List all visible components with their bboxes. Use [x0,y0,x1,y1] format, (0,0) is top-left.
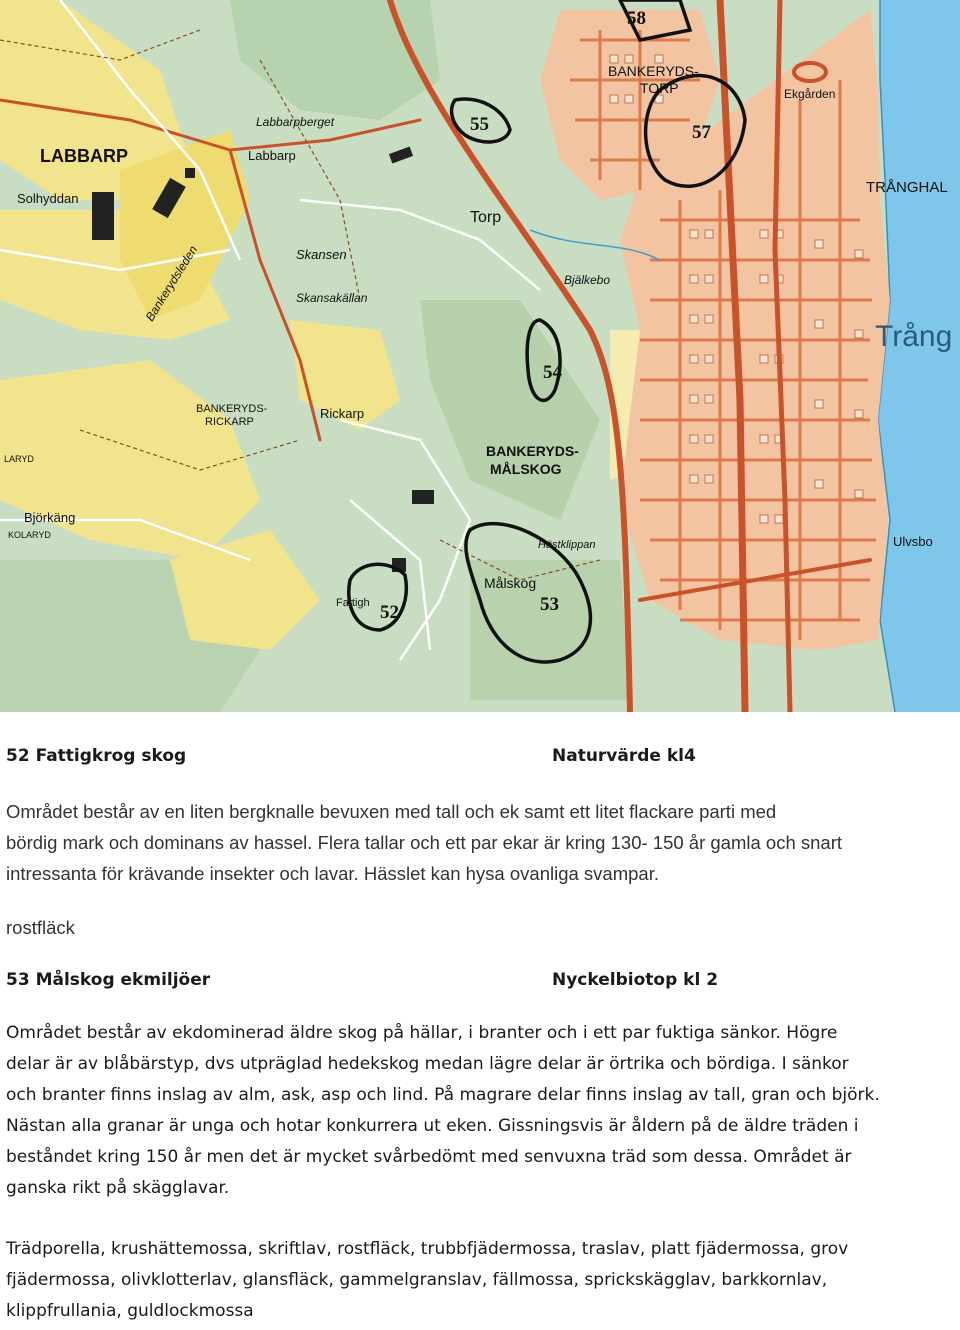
section-53-title: 53 Målskog ekmiljöer [6,970,211,990]
label-bjalkebo: Bjälkebo [564,273,611,287]
label-bankerydstorp-1: BANKERYDS- [608,63,699,79]
section-53-body-line: ganska rikt på skägglavar. [6,1178,230,1198]
label-bankeryds-rickarp-1: BANKERYDS- [196,403,268,415]
area-number-52: 52 [380,602,399,623]
section-53-body-line: Nästan alla granar är unga och hotar konkurrera ut eken. Gissningsvis är åldern på de äldre träden i [6,1116,859,1136]
label-fattigh: Fattigh [336,597,370,609]
section-53-body-line: Området består av ekdominerad äldre skog på hällar, i branter och i ett par fuktiga sänkor. Högre [6,1023,838,1043]
section-52-title: 52 Fattigkrog skog [6,746,187,766]
label-labbarp-small: Labbarp [248,148,296,163]
label-tranghal: TRÅNGHAL [866,179,948,196]
section-53-species-line: Trädporella, krushättemossa, skriftlav, rostfläck, trubbfjädermossa, traslav, platt fjädermossa, grov [6,1239,849,1259]
label-bankerydstorp-2: TORP [640,80,679,96]
area-number-54: 54 [543,362,562,383]
section-52-body-line: bördig mark och dominans av hassel. Flera tallar och ett par ekar är kring 130- 150 år gamla och snart [6,832,842,853]
label-bankeryds-malskog-1: BANKERYDS- [486,443,579,459]
section-52-class: Naturvärde kl4 [552,746,696,766]
label-hastklippan: Hästklippan [538,539,596,551]
section-53-species [6,1234,951,1327]
label-bankeryds-malskog-2: MÅLSKOG [490,461,562,477]
area-number-58: 58 [627,8,646,29]
area-number-53: 53 [540,594,559,615]
label-trang: Trång [875,320,953,353]
section-53-species-line: fjädermossa, olivklotterlav, glansfläck, gammelgranslav, fällmossa, sprickskägglav, barkkornlav, [6,1270,828,1290]
lake [878,0,960,712]
label-torp: Torp [470,209,502,226]
label-kolaryd: KOLARYD [8,530,51,540]
label-ulvsbo: Ulvsbo [893,534,933,549]
label-bankerydsleden: Bankerydsleden [142,243,201,324]
label-bjorkang: Björkäng [24,510,76,525]
section-52-body-line: intressanta för krävande insekter och lavar. Hässlet kan hysa ovanliga svampar. [6,863,659,884]
section-53-body [6,1018,951,1204]
area-number-55: 55 [470,114,489,135]
section-52-species: rostfläck [6,917,75,938]
section-53-body-line: delar är av blåbärstyp, dvs utpräglad hedekskog medan lägre delar är örtrika och bördiga. I sänkor [6,1054,849,1074]
section-53-class: Nyckelbiotop kl 2 [552,970,719,990]
label-bankeryds-rickarp-2: RICKARP [205,416,254,428]
label-skansakallan: Skansakällan [296,291,368,305]
label-labbarp: LABBARP [40,146,128,166]
section-53-body-line: beståndet kring 150 år men det är mycket svårbedömt med senvuxna träd som dessa. Området är [6,1147,852,1167]
label-malskog: Målskog [484,575,537,591]
label-laryd: LARYD [4,454,34,464]
label-skansen: Skansen [296,247,347,262]
area-number-57: 57 [692,122,711,143]
label-labbarpberget: Labbarpberget [256,115,335,129]
section-53-body-line: och branter finns inslag av alm, ask, asp och lind. På magrare delar finns inslag av tall, gran och björk. [6,1085,880,1105]
section-53-species-line: klippfrullania, guldlockmossa [6,1301,254,1321]
label-ekgarden: Ekgården [784,87,836,101]
section-52-body [6,796,951,889]
label-rickarp: Rickarp [320,406,365,421]
section-52-body-line: Området består av en liten bergknalle bevuxen med tall och ek samt ett litet flackare parti med [6,801,777,822]
label-solhyddan: Solhyddan [17,191,79,206]
